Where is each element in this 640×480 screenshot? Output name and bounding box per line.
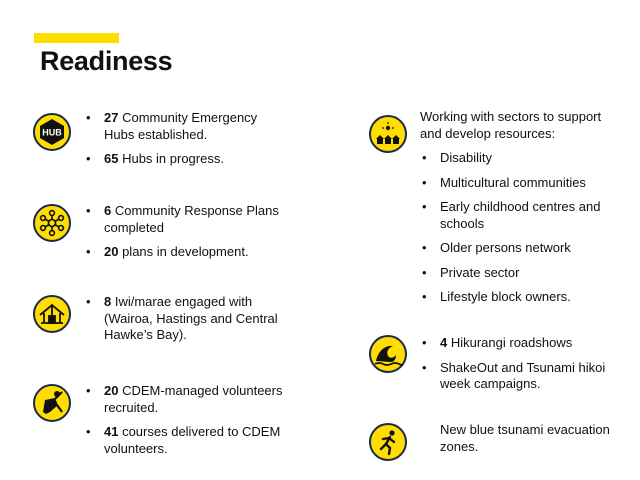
network-icon <box>33 204 71 242</box>
page-title: Readiness <box>40 46 173 76</box>
volunteers-count: 20 <box>104 383 119 398</box>
list-item <box>84 151 284 168</box>
list-item <box>84 424 284 457</box>
list-item: • Private sector <box>420 265 625 282</box>
evacuation-section <box>440 422 635 455</box>
iwi-text: Iwi/marae engaged with (Wairoa, Hastings and Central Hawke’s Bay). <box>104 294 278 342</box>
list-item <box>84 110 284 143</box>
running-person-icon <box>369 423 407 461</box>
plans-completed-text: Community Response Plans completed <box>104 203 279 235</box>
sectors-intro: Working with sectors to support and develop resources: <box>420 109 602 141</box>
plans-section <box>84 203 284 269</box>
roadshows-text: Hikurangi roadshows <box>447 335 573 350</box>
tsunami-wave-icon <box>369 335 407 373</box>
list-item: • Early childhood centres and schools <box>420 199 625 232</box>
list-item: • Lifestyle block owners. <box>420 289 625 306</box>
plans-completed-count: 6 <box>104 203 112 218</box>
roadshows-count: 4 <box>440 335 448 350</box>
evacuation-text: New blue tsunami evacuation zones. <box>440 422 610 454</box>
list-item <box>84 383 284 416</box>
volunteers-text: CDEM-managed volunteers recruited. <box>104 383 283 415</box>
hub-icon <box>33 113 71 151</box>
tsunami-section <box>420 335 625 401</box>
hubs-section <box>84 110 284 176</box>
plans-development-count: 20 <box>104 244 119 259</box>
list-item <box>420 335 625 352</box>
title-accent-bar <box>34 33 119 43</box>
list-item: • Older persons network <box>420 240 625 257</box>
sectors-section <box>420 109 625 314</box>
courses-count: 41 <box>104 424 119 439</box>
campaigns-text: ShakeOut and Tsunami hikoi week campaigns. <box>440 359 606 391</box>
hubs-progress-text: Hubs in progress. <box>118 151 224 166</box>
list-item: • Disability <box>420 150 625 167</box>
hubs-established-text: Community Emergency Hubs established. <box>104 110 258 142</box>
sectors-icon <box>369 115 407 153</box>
iwi-count: 8 <box>104 294 112 309</box>
list-item <box>84 244 284 261</box>
marae-icon <box>33 295 71 333</box>
hubs-established-count: 27 <box>104 110 119 125</box>
list-item <box>84 203 284 236</box>
plans-development-text: plans in development. <box>118 244 249 259</box>
list-item <box>84 294 284 344</box>
courses-text: courses delivered to CDEM volunteers. <box>104 424 281 456</box>
hub-icon-text: HUB <box>42 127 62 138</box>
volunteer-icon <box>33 384 71 422</box>
volunteers-section <box>84 383 284 465</box>
iwi-section <box>84 294 284 352</box>
list-item: • Multicultural communities <box>420 175 625 192</box>
list-item <box>420 360 625 393</box>
hubs-progress-count: 65 <box>104 151 119 166</box>
